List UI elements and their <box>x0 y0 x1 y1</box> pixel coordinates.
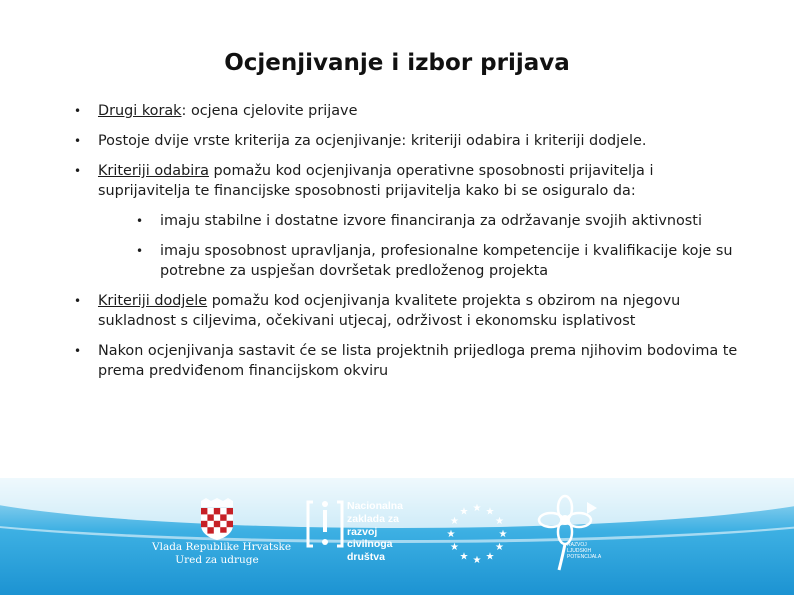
croatian-coat-of-arms-icon <box>198 497 236 541</box>
gov-logo <box>152 497 292 567</box>
gov-office: Ured za udruge <box>175 554 259 566</box>
bullet-dot: • <box>74 104 82 118</box>
bullet-kriteriji-odabira <box>70 161 750 201</box>
sub-bullet-upravljanje <box>132 241 750 281</box>
nz-line: društva <box>347 551 385 564</box>
bullet-drugi-korak <box>70 101 750 121</box>
svg-text:★: ★ <box>450 516 459 527</box>
gov-name: Vlada Republike Hrvatske <box>152 541 292 553</box>
bullet-text: pomažu kod ocjenjivanja operativne sposobnosti prijavitelja i suprijavitelja te financijske sposobnosti prijavitelja kako bi se osiguralo da: <box>98 163 654 199</box>
svg-text:★: ★ <box>446 529 456 540</box>
eu-logo <box>446 502 508 568</box>
underlined-term: Drugi korak <box>98 103 182 119</box>
nz-line: Nacionalna <box>347 500 404 512</box>
svg-text:★: ★ <box>459 551 469 563</box>
svg-text:★: ★ <box>472 503 482 514</box>
bullet-dot: • <box>74 344 82 358</box>
bullet-dot: • <box>74 164 82 178</box>
bullet-dot: • <box>136 244 144 258</box>
bullet-text: pomažu kod ocjenjivanja kvalitete projekta s obzirom na njegovu sukladnost s ciljevima, očekivani utjecaj, održivost i ekonomsku isplativost <box>98 293 681 329</box>
bullet-dot: • <box>74 134 82 148</box>
nz-line: zaklada za <box>347 512 399 525</box>
bullet-dot: • <box>74 294 82 308</box>
bullet-text: : ocjena cjelovite prijave <box>181 103 358 119</box>
bullet-list <box>70 101 750 391</box>
bullet-kriteriji-dodjele <box>70 291 750 331</box>
bullet-text: Nakon ocjenjivanja sastavit će se lista projektnih prijedloga prema njihovim bodovima te prema predviđenom financijskom okviru <box>98 343 738 379</box>
underlined-term: Kriteriji odabira <box>98 163 209 179</box>
bullet-text: Postoje dvije vrste kriterija za ocjenjivanje: kriteriji odabira i kriteriji dodjele. <box>98 133 647 149</box>
svg-text:★: ★ <box>495 542 504 553</box>
slide-title: Ocjenjivanje i izbor prijava <box>224 50 570 76</box>
bullet-dot: • <box>136 214 144 228</box>
lp-logo <box>535 494 625 574</box>
nzrcd-name <box>347 500 403 564</box>
underlined-term: Kriteriji dodjele <box>98 293 208 309</box>
eu-stars-icon <box>446 502 508 564</box>
nz-line: razvoj <box>347 525 378 538</box>
nz-line: civilnoga <box>347 538 393 551</box>
svg-text:★: ★ <box>450 542 459 553</box>
svg-text:★: ★ <box>459 506 469 518</box>
bullet-text: imaju stabilne i dostatne izvore financiranja za održavanje svojih aktivnosti <box>160 213 702 229</box>
svg-text:★: ★ <box>472 555 482 564</box>
ljudski-potencijali-flower-icon <box>535 494 605 572</box>
svg-text:★: ★ <box>498 529 508 540</box>
svg-text:★: ★ <box>495 516 504 527</box>
bullet-vrste-kriterija <box>70 131 750 151</box>
bullet-lista-projekata <box>70 341 750 381</box>
sub-bullet-financiranje <box>132 211 750 231</box>
svg-text:★: ★ <box>485 506 495 518</box>
lp-line: RAZVOJ <box>567 542 587 548</box>
lp-line: LJUDSKIH <box>567 548 592 554</box>
bullet-text: imaju sposobnost upravljanja, profesionalne kompetencije i kvalifikacije koje su potrebne za uspješan dovršetak predloženog projekta <box>160 243 733 279</box>
svg-text:★: ★ <box>485 551 495 563</box>
nzrcd-logo-icon <box>305 494 345 554</box>
lp-line: POTENCIJALA <box>567 554 602 560</box>
nzrcd-logo <box>305 494 415 574</box>
lp-name <box>567 542 601 560</box>
